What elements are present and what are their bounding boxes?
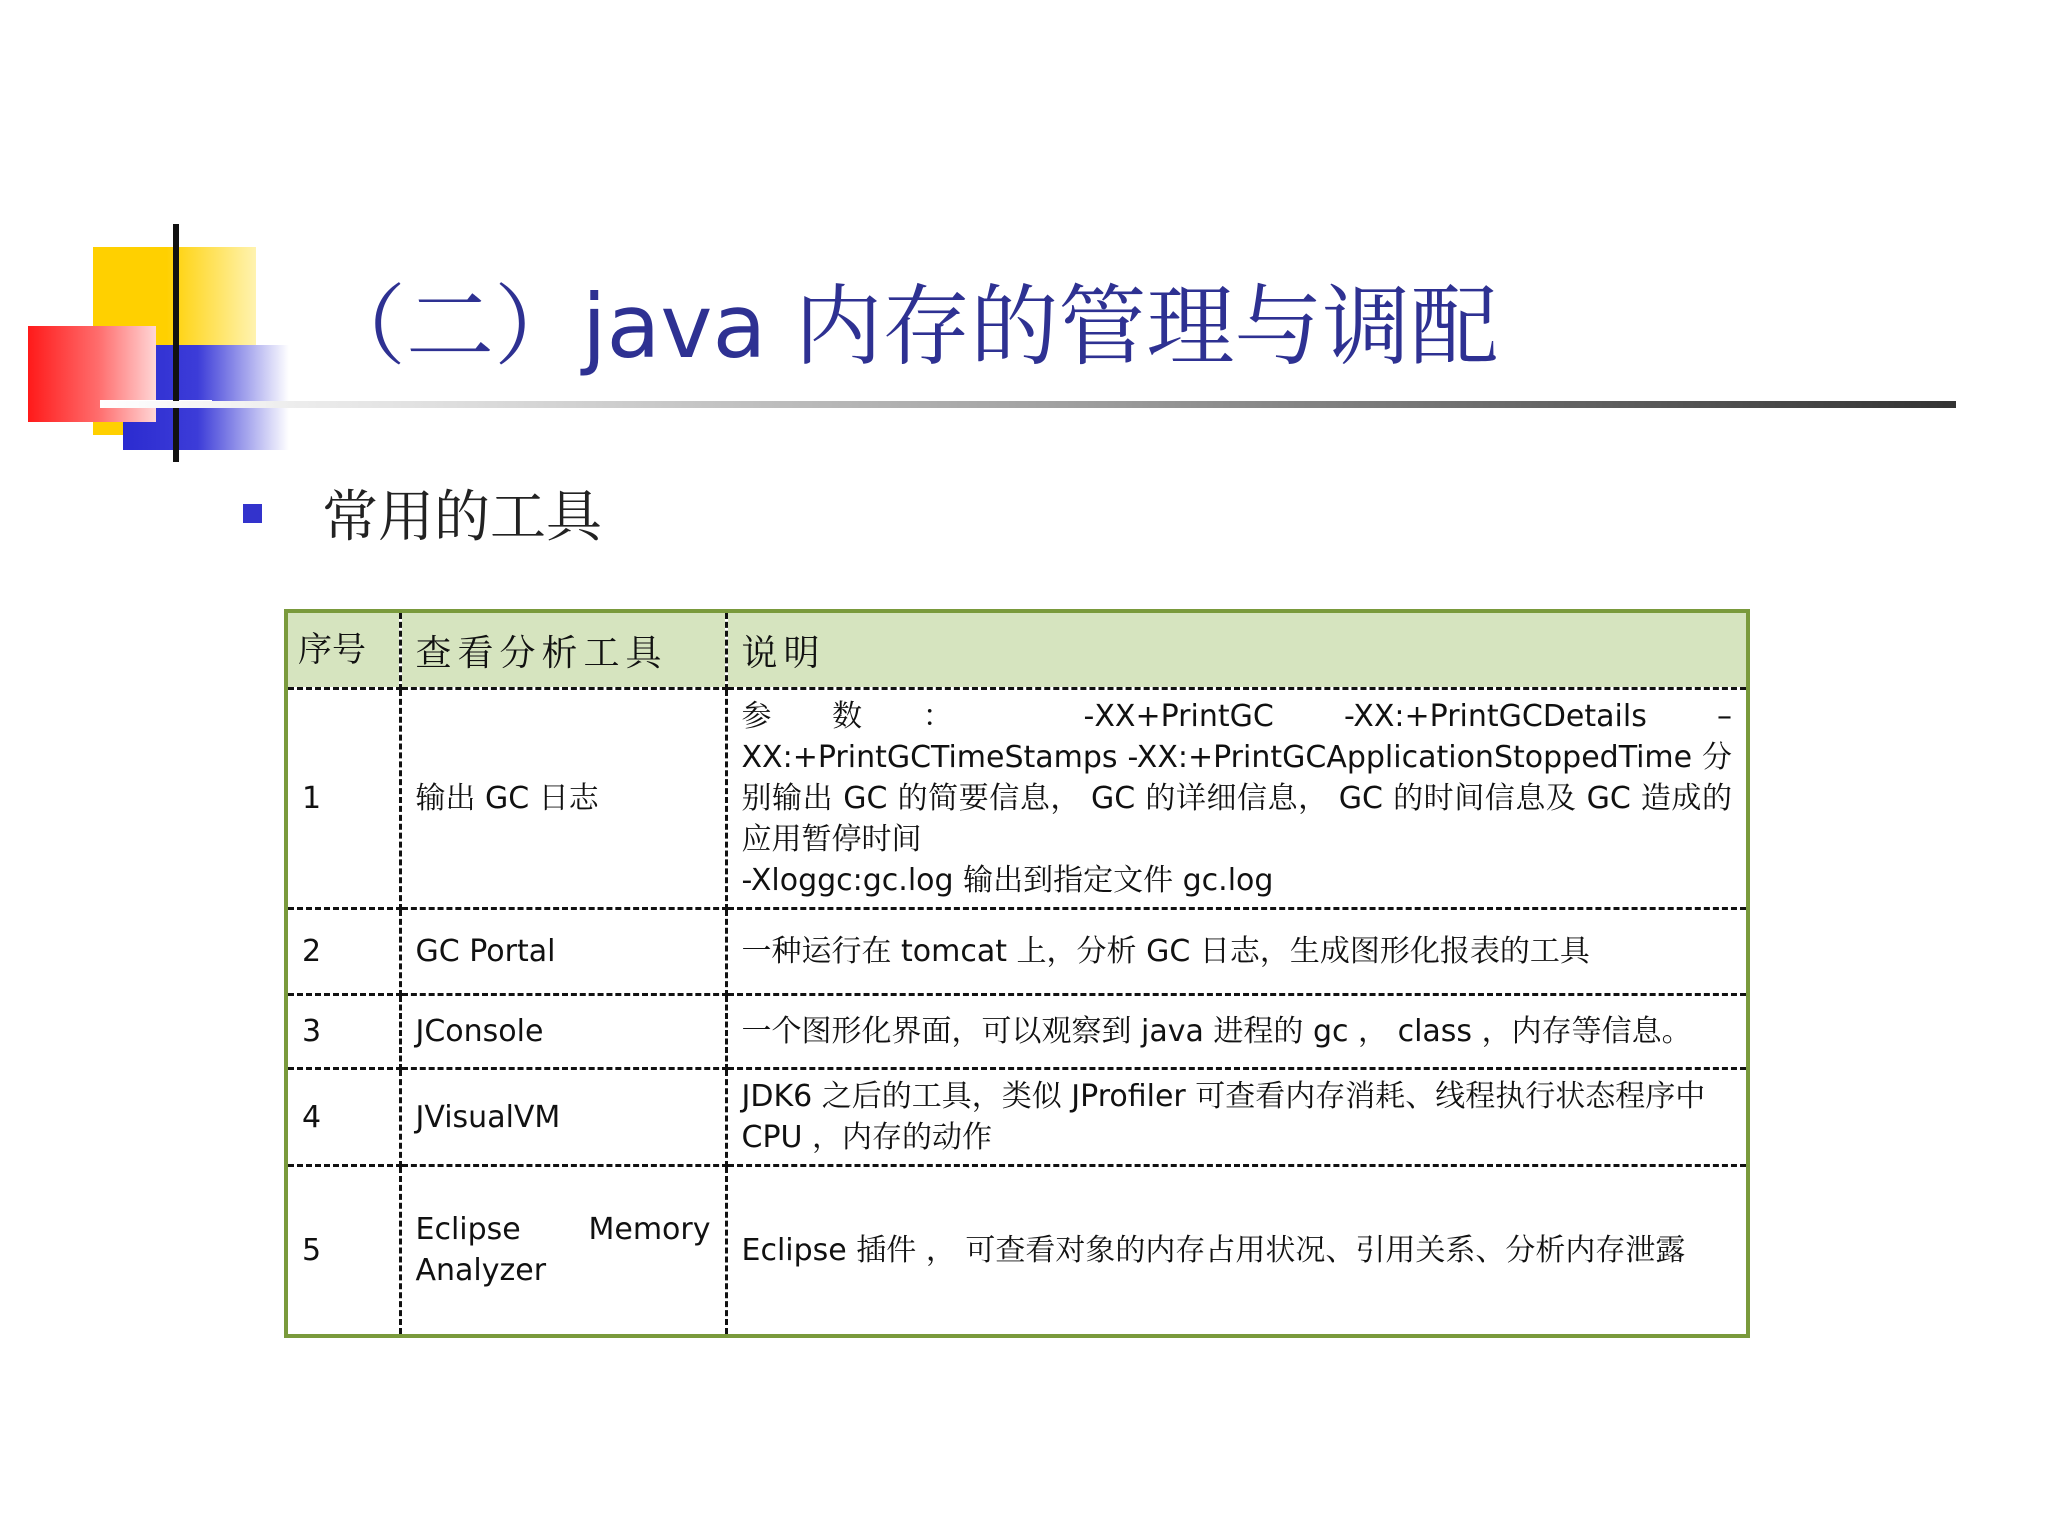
- bullet-text: 常用的工具: [322, 485, 602, 550]
- tools-table: [284, 609, 1750, 1338]
- square-bullet-icon: [243, 504, 262, 523]
- row-description: 一种运行在 tomcat 上，分析 GC 日志，生成图形化报表的工具: [726, 909, 1748, 995]
- row-tool: 输出 GC 日志: [400, 689, 726, 909]
- table-header-row: [286, 611, 1748, 689]
- row-description: [726, 689, 1748, 909]
- row-tool: JVisualVM: [400, 1069, 726, 1166]
- header-tool: 查看分析工具: [400, 611, 726, 689]
- row-number: 3: [286, 995, 400, 1069]
- table-row: [286, 995, 1748, 1069]
- table-row: [286, 909, 1748, 995]
- row-description: 一个图形化界面，可以观察到 java 进程的 gc ， class ，内存等信息。: [726, 995, 1748, 1069]
- row-tool: GC Portal: [400, 909, 726, 995]
- row-number: 2: [286, 909, 400, 995]
- description-line: -Xloggc:gc.log 输出到指定文件 gc.log: [741, 863, 1274, 898]
- row-description: Eclipse 插件 ， 可查看对象的内存占用状况、引用关系、分析内存泄露: [741, 1232, 1686, 1268]
- slide-title: （二）java 内存的管理与调配: [318, 275, 1499, 378]
- logo-vertical-line: [173, 224, 179, 462]
- table-row: [286, 689, 1748, 909]
- header-description: 说明: [726, 611, 1748, 689]
- row-tool: JConsole: [400, 995, 726, 1069]
- bullet-item: [243, 478, 602, 548]
- row-number: 4: [286, 1069, 400, 1166]
- header-number: 序号: [286, 611, 400, 689]
- table-row: [286, 1166, 1748, 1336]
- row-number: 1: [286, 689, 400, 909]
- table-row: [286, 1069, 1748, 1166]
- description-line: 参数： -XX+PrintGC -XX:+PrintGCDetails –XX:+PrintGCTimeStamps -XX:+PrintGCApplicationStoppedTime 分别输出 GC 的简要信息， GC 的详细信息， GC 的时间信息及 GC 造成的应用暂停时间: [741, 699, 1732, 857]
- title-underline: [100, 401, 1956, 408]
- row-number: 5: [286, 1166, 400, 1336]
- row-tool: Eclipse Memory Analyzer: [400, 1166, 726, 1336]
- row-description: JDK6 之后的工具，类似 JProfiler 可查看内存消耗、线程执行状态程序中 CPU ，内存的动作: [726, 1069, 1748, 1166]
